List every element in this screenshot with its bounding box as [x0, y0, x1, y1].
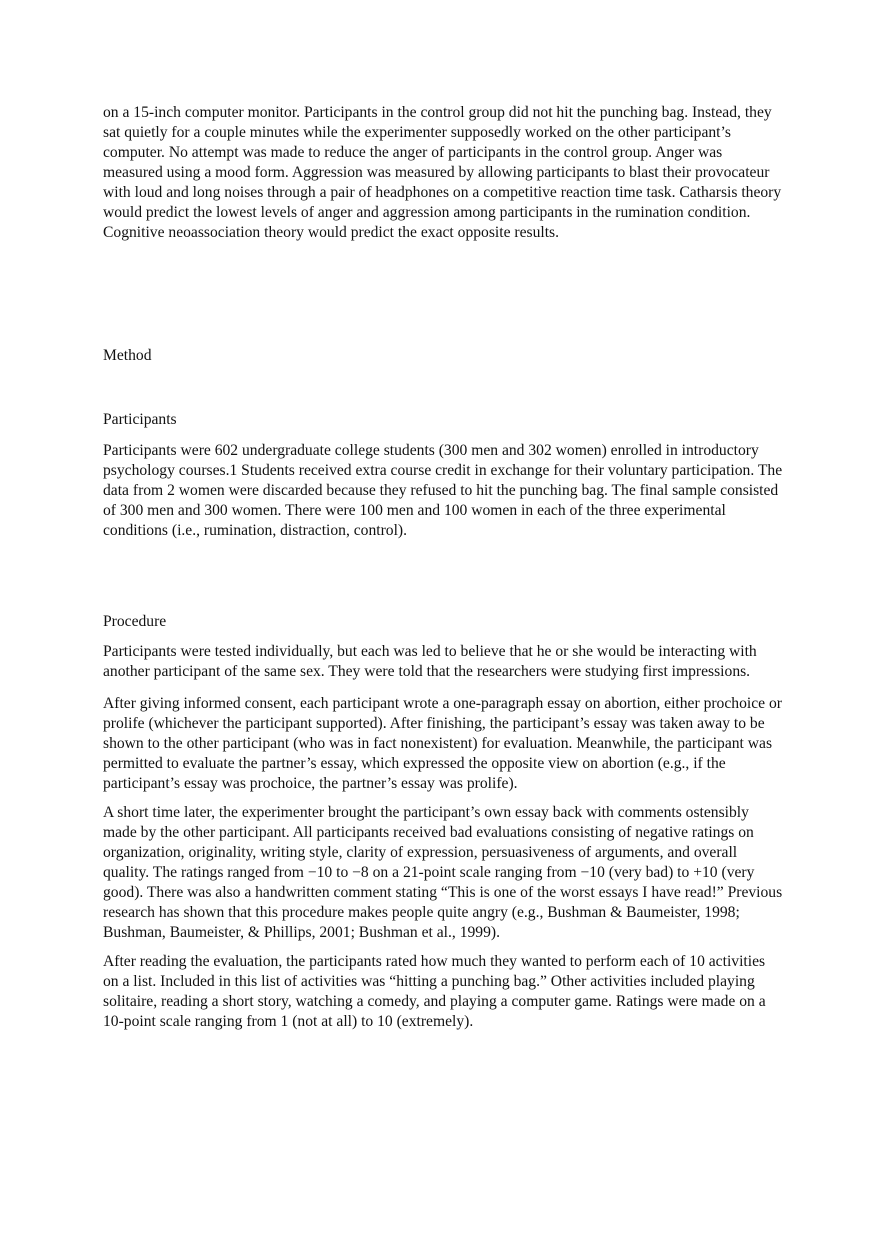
procedure-paragraph-2: After giving informed consent, each participant wrote a one-paragraph essay on abortion, either prochoice or prolife (whichever the participant supported). After finishing, the participant’s essay was taken away to be shown to the other participant (who was in fact nonexistent) for evaluation. Meanwhile, the participant was permitted to evaluate the partner’s essay, which expressed the opposite view on abortion (e.g., if the participant’s essay was prochoice, the partner’s essay was prolife). — [103, 695, 782, 792]
participants-heading: Participants — [103, 411, 177, 428]
procedure-paragraph-4: After reading the evaluation, the participants rated how much they wanted to perform each of 10 activities on a list. Included in this list of activities was “hitting a punching bag.” Other activities included playing solitaire, reading a short story, watching a comedy, and playing a computer game. Ratings were made on a 10-point scale ranging from 1 (not at all) to 10 (extremely). — [103, 953, 766, 1030]
procedure-paragraph-3: A short time later, the experimenter brought the participant’s own essay back with comments ostensibly made by the other participant. All participants received bad evaluations consisting of negative ratings on organization, originality, writing style, clarity of expression, persuasiveness of arguments, and overall quality. The ratings ranged from −10 to −8 on a 21-point scale ranging from −10 (very bad) to +10 (very good). There was also a handwritten comment stating “This is one of the worst essays I have read!” Previous research has shown that this procedure makes people quite angry (e.g., Bushman & Baumeister, 1998; Bushman, Baumeister, & Phillips, 2001; Bushman et al., 1999). — [103, 804, 783, 941]
method-heading: Method — [103, 347, 152, 364]
participants-paragraph: Participants were 602 undergraduate college students (300 men and 302 women) enrolled in introductory psychology courses.1 Students received extra course credit in exchange for their voluntary participation. The data from 2 women were discarded because they refused to hit the punching bag. The final sample consisted of 300 men and 300 women. There were 100 men and 100 women in each of the three experimental conditions (i.e., rumination, distraction, control). — [103, 442, 783, 539]
procedure-paragraph-1: Participants were tested individually, but each was led to believe that he or she would be interacting with another participant of the same sex. They were told that the researchers were studying first impressions. — [103, 643, 757, 680]
intro-paragraph: on a 15-inch computer monitor. Participants in the control group did not hit the punching bag. Instead, they sat quietly for a couple minutes while the experimenter supposedly worked on the other participant’s computer. No attempt was made to reduce the anger of participants in the control group. Anger was measured using a mood form. Aggression was measured by allowing participants to blast their provocateur with loud and long noises through a pair of headphones on a competitive reaction time task. Catharsis theory would predict the lowest levels of anger and aggression among participants in the rumination condition. Cognitive neoassociation theory would predict the exact opposite results. — [103, 104, 782, 241]
procedure-heading: Procedure — [103, 613, 167, 630]
